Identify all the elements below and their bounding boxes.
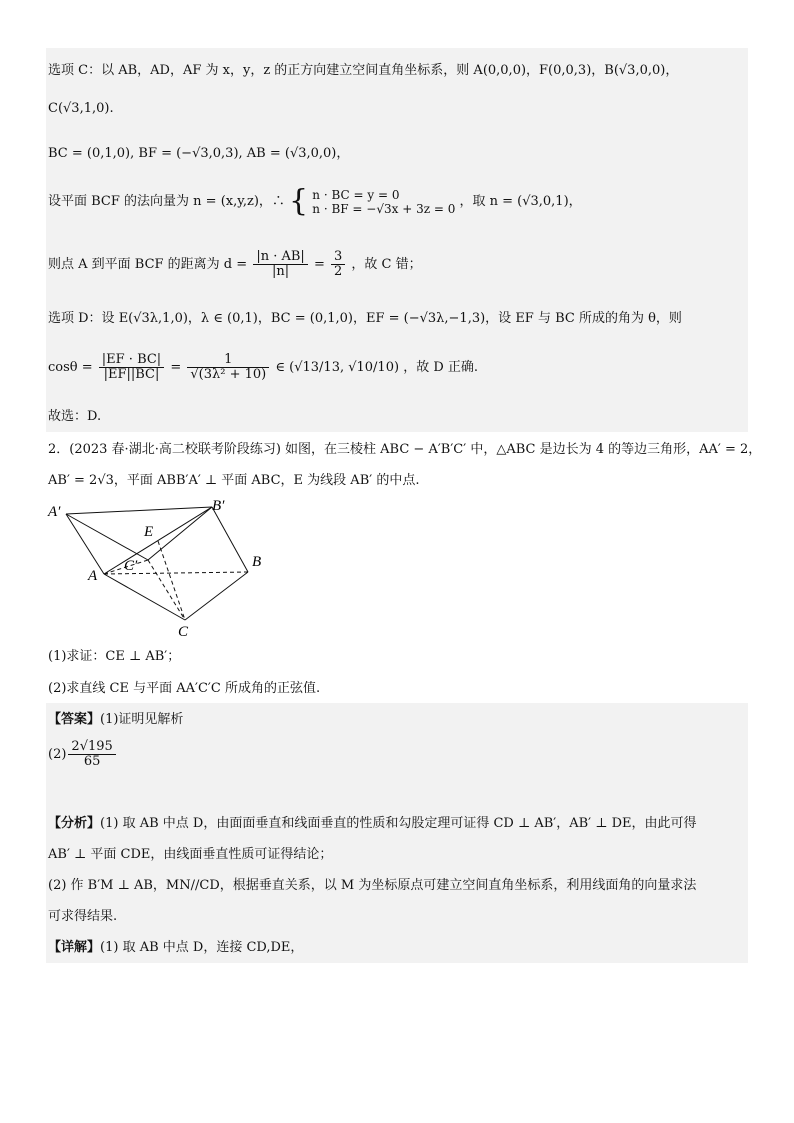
detail-text-1: (1) 取 AB 中点 D，连接 CD,DE， [100, 940, 304, 955]
cos-fraction [99, 353, 164, 382]
distance-fraction [253, 250, 307, 279]
answer-1: (1)证明见解析 [100, 712, 184, 727]
distance-eq: = [313, 257, 325, 272]
equation-1: n · BC = y = 0 [312, 187, 400, 202]
edge-c1-c-dashed [148, 560, 185, 620]
distance-value [331, 250, 345, 279]
shade-answer [46, 703, 748, 963]
analysis-line-3: (2) 作 B′M ⊥ AB，MN//CD，根据垂直关系，以 M 为坐标原点可建立空间直角坐标系，利用线面角的向量求法 [48, 878, 697, 893]
problem-2-line-2: AB′ = 2√3，平面 ABB′A′ ⊥ 平面 ABC，E 为线段 AB′ 的中点. [48, 473, 420, 488]
answer-line-2 [48, 737, 118, 773]
label-c: C [178, 624, 189, 640]
option-c-line-1: 选项 C：以 AB，AD，AF 为 x，y，z 的正方向建立空间直角坐标系，则 A(0,0,0)，F(0,0,3)，B(√3,0,0)， [48, 63, 679, 78]
analysis-line-1 [48, 815, 697, 833]
label-a-prime: A′ [48, 504, 61, 520]
edge-a-b1 [104, 507, 212, 574]
normal-prefix: 设平面 BCF 的法向量为 n = (x,y,z)，∴ [48, 194, 285, 209]
normal-vector-line [48, 182, 582, 222]
edge-a1-c1 [66, 514, 148, 560]
system-brace: { [289, 183, 309, 219]
cos-denominator: |EF||BC| [103, 367, 160, 382]
cos-mid-den: √(3λ² + 10) [190, 367, 267, 382]
prism-figure [40, 494, 280, 642]
label-b: B [252, 554, 262, 570]
analysis-line-2: AB′ ⊥ 平面 CDE，由线面垂直性质可证得结论； [48, 847, 333, 862]
choose-line: 故选：D. [48, 409, 102, 424]
equation-2: n · BF = −√3x + 3z = 0 [312, 201, 456, 216]
distance-denominator: |n| [271, 264, 290, 279]
analysis-line-4: 可求得结果. [48, 909, 118, 924]
cos-mid-fraction [187, 353, 269, 382]
edge-c1-b1 [148, 507, 212, 560]
answer-2-prefix: (2) [48, 747, 67, 762]
analysis-tag: 【分析】 [48, 816, 101, 831]
distance-value-num: 3 [331, 250, 345, 265]
cos-prefix: cosθ = [48, 360, 93, 375]
cos-numerator: |EF · BC| [99, 353, 164, 368]
option-c-line-2: C(√3,1,0). [48, 101, 114, 116]
problem-2-line-1: 2．(2023 春·湖北·高二校联考阶段练习) 如图，在三棱柱 ABC − A′B′C′ 中，△ABC 是边长为 4 的等边三角形，AA′ = 2， [48, 442, 762, 457]
option-d-line-1: 选项 D：设 E(√3λ,1,0)，λ ∈ (0,1)，BC = (0,1,0)，EF = (−√3λ,−1,3)，设 EF 与 BC 所成的角为 θ，则 [48, 311, 682, 326]
option-c-vectors: BC = (0,1,0), BF = (−√3,0,3), AB = (√3,0,0)， [48, 146, 350, 161]
edge-a-c [104, 574, 185, 620]
label-e: E [144, 524, 154, 540]
cos-mid-num: 1 [187, 353, 269, 368]
detail-line-1 [48, 939, 303, 957]
answer-2-den: 65 [83, 754, 101, 769]
question-2: (2)求直线 CE 与平面 AA′C′C 所成角的正弦值. [48, 681, 321, 696]
detail-tag: 【详解】 [48, 940, 101, 955]
distance-line [48, 245, 422, 285]
distance-value-den: 2 [333, 264, 343, 279]
edge-a1-b1 [66, 507, 212, 514]
label-b-prime: B′ [212, 498, 225, 514]
normal-take: ，取 n = (√3,0,1)， [459, 194, 582, 209]
edge-c-b [185, 572, 248, 620]
question-1: (1)求证：CE ⊥ AB′； [48, 649, 181, 664]
answer-line-1 [48, 711, 183, 729]
answer-2-num: 2√195 [68, 740, 115, 755]
distance-prefix: 则点 A 到平面 BCF 的距离为 d = [48, 257, 248, 272]
label-c-prime: C′ [124, 558, 138, 574]
cos-range: ∈ (√13/13, √10/10) [275, 360, 400, 375]
answer-2-fraction [68, 740, 115, 769]
cos-suffix: ，故 D 正确. [403, 360, 479, 375]
cos-eq: = [170, 360, 182, 375]
distance-suffix: ，故 C 错； [351, 257, 422, 272]
equation-system [312, 188, 455, 216]
cos-line [48, 348, 478, 388]
distance-numerator: |n · AB| [253, 250, 307, 265]
label-a: A [88, 568, 98, 584]
edge-b1-b [212, 507, 248, 572]
answer-tag: 【答案】 [48, 712, 101, 727]
analysis-text-1: (1) 取 AB 中点 D，由面面垂直和线面垂直的性质和勾股定理可证得 CD ⊥ AB′，AB′ ⊥ DE，由此可得 [100, 816, 697, 831]
edge-a1-a [66, 514, 104, 574]
edge-e-c-dashed [158, 541, 185, 620]
